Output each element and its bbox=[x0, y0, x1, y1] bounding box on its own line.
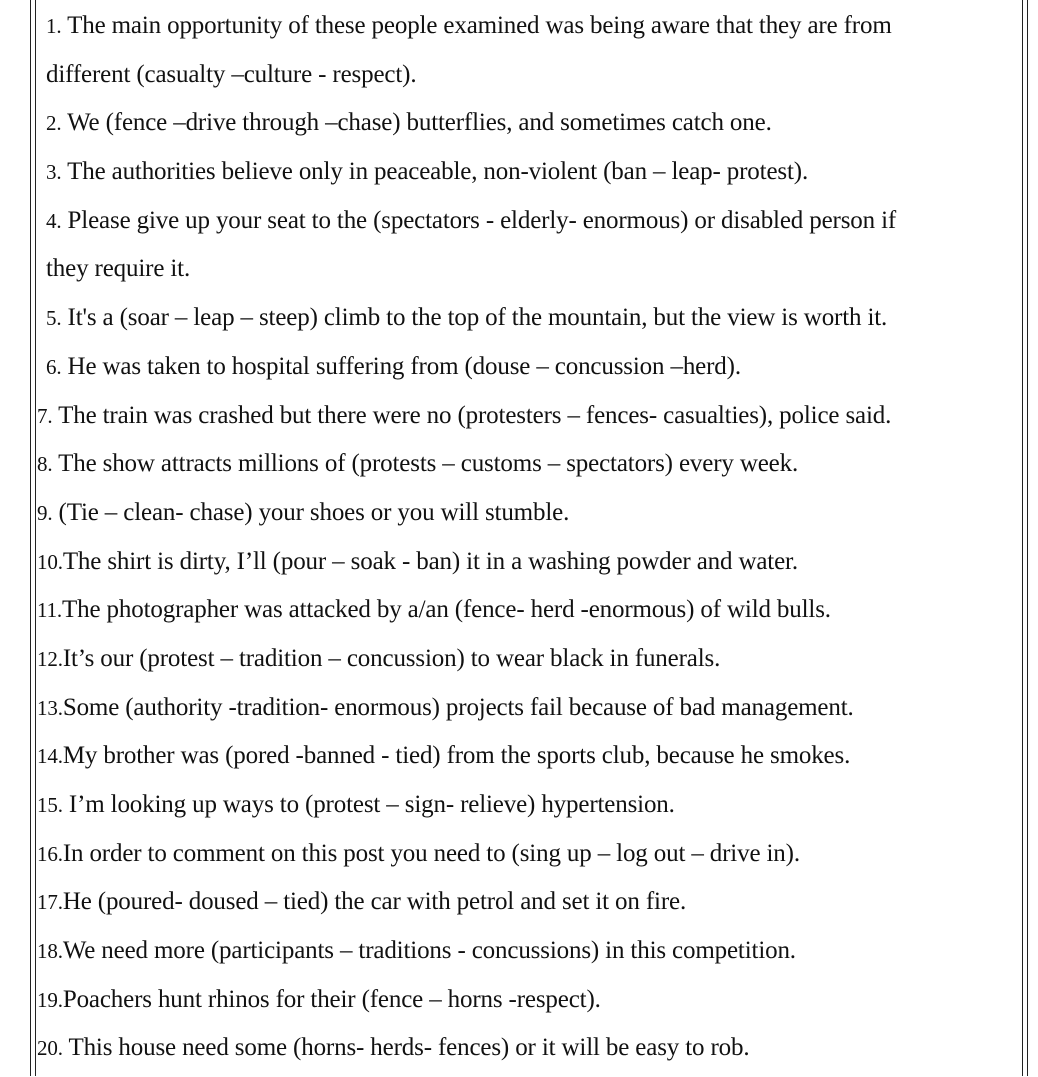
item-number: 14. bbox=[37, 744, 63, 769]
item-text: Some (authority -tradition- enormous) projects fail because of bad management. bbox=[62, 693, 854, 721]
exercise-line bbox=[0, 298, 1022, 347]
exercise-line bbox=[0, 1028, 1022, 1077]
item-text: My brother was (pored -banned - tied) from the sports club, because he smokes. bbox=[62, 742, 851, 770]
item-text: Please give up your seat to the (spectators - elderly- enormous) or disabled person if bbox=[61, 206, 897, 234]
item-number: 19. bbox=[37, 987, 63, 1012]
item-number: 1. bbox=[46, 14, 62, 38]
item-number: 10. bbox=[37, 549, 63, 574]
exercise-line bbox=[0, 736, 1022, 785]
item-number: 8. bbox=[37, 452, 53, 477]
item-number: 9. bbox=[37, 500, 53, 525]
item-text: The authorities believe only in peaceable, non-violent (ban – leap- protest). bbox=[61, 158, 809, 186]
item-text: The train was crashed but there were no (protesters – fences- casualties), police said. bbox=[52, 401, 892, 429]
item-text: The show attracts millions of (protests – customs – spectators) every week. bbox=[52, 450, 799, 478]
item-text: We need more (participants – traditions - concussions) in this competition. bbox=[62, 937, 796, 965]
item-text: The shirt is dirty, I’ll (pour – soak - ban) it in a washing powder and water. bbox=[62, 547, 798, 575]
item-text: It's a (soar – leap – steep) climb to the top of the mountain, but the view is worth it. bbox=[61, 304, 888, 332]
exercise-list bbox=[0, 6, 1022, 1077]
item-text: He (poured- doused – tied) the car with petrol and set it on fire. bbox=[62, 888, 687, 916]
item-number: 17. bbox=[37, 890, 63, 915]
item-number: 12. bbox=[37, 646, 63, 671]
item-text: I’m looking up ways to (protest – sign- relieve) hypertension. bbox=[62, 791, 675, 818]
item-text: In order to comment on this post you need to (sing up – log out – drive in). bbox=[62, 839, 800, 867]
exercise-line bbox=[0, 55, 1022, 104]
item-number: 6. bbox=[46, 354, 62, 379]
item-text: He was taken to hospital suffering from (douse – concussion –herd). bbox=[61, 352, 741, 380]
item-text: Poachers hunt rhinos for their (fence – horns -respect). bbox=[62, 985, 601, 1013]
exercise-line bbox=[0, 249, 1022, 298]
right-border-inner bbox=[1022, 0, 1023, 1076]
item-number: 18. bbox=[37, 939, 63, 964]
item-text: The main opportunity of these people examined was being aware that they are from bbox=[61, 12, 892, 39]
exercise-line bbox=[0, 590, 1022, 639]
exercise-line bbox=[0, 152, 1022, 201]
exercise-line bbox=[0, 396, 1022, 445]
exercise-line bbox=[0, 882, 1022, 931]
item-number: 15. bbox=[37, 793, 63, 817]
item-text: This house need some (horns- herds- fences) or it will be easy to rob. bbox=[62, 1034, 750, 1062]
exercise-line bbox=[0, 931, 1022, 980]
item-text: It’s our (protest – tradition – concussion) to wear black in funerals. bbox=[62, 644, 721, 672]
item-number: 4. bbox=[46, 208, 62, 233]
item-number: 3. bbox=[46, 160, 62, 185]
exercise-line bbox=[0, 688, 1022, 737]
item-number: 2. bbox=[46, 111, 62, 136]
item-text: different (casualty –culture - respect). bbox=[46, 60, 417, 88]
item-text: We (fence –drive through –chase) butterflies, and sometimes catch one. bbox=[61, 109, 772, 137]
exercise-line bbox=[0, 347, 1022, 396]
exercise-line bbox=[0, 834, 1022, 883]
exercise-line bbox=[0, 103, 1022, 152]
item-number: 7. bbox=[37, 403, 53, 428]
item-number: 20. bbox=[37, 1036, 63, 1061]
item-text: (Tie – clean- chase) your shoes or you will stumble. bbox=[52, 498, 570, 526]
exercise-line bbox=[0, 542, 1022, 591]
item-number: 16. bbox=[37, 841, 63, 866]
item-number: 11. bbox=[37, 598, 63, 623]
exercise-line bbox=[0, 785, 1022, 834]
exercise-line bbox=[0, 201, 1022, 250]
item-number: 13. bbox=[37, 695, 63, 720]
exercise-line bbox=[0, 6, 1022, 55]
right-border-outer bbox=[1027, 0, 1028, 1076]
item-text: The photographer was attacked by a/an (fence- herd -enormous) of wild bulls. bbox=[62, 596, 831, 624]
exercise-line bbox=[0, 639, 1022, 688]
exercise-line bbox=[0, 444, 1022, 493]
item-text: they require it. bbox=[46, 255, 191, 283]
item-number: 5. bbox=[46, 306, 62, 331]
exercise-line bbox=[0, 980, 1022, 1029]
exercise-line bbox=[0, 493, 1022, 542]
